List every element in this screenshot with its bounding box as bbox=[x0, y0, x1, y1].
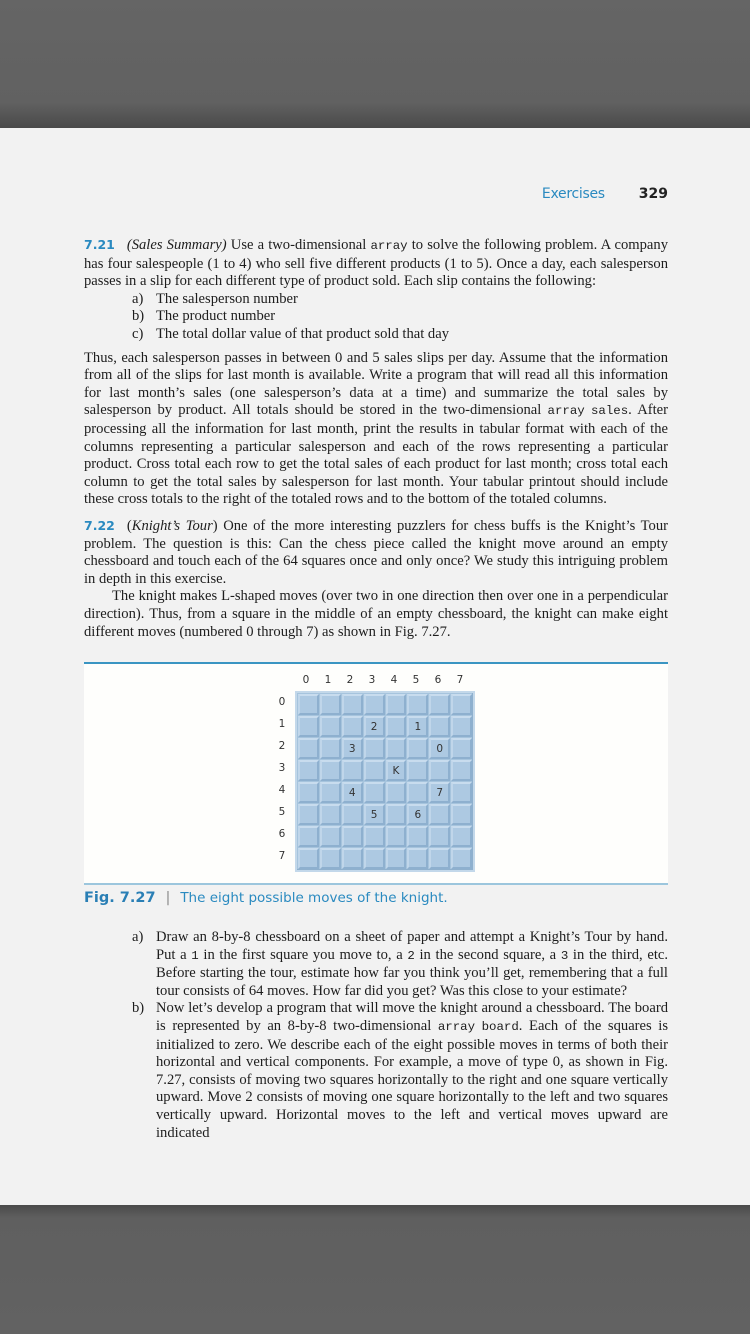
board-square: 0 bbox=[429, 738, 450, 759]
board-square bbox=[451, 694, 472, 715]
running-head-section: Exercises bbox=[541, 186, 605, 202]
board-square bbox=[386, 826, 407, 847]
board-square bbox=[320, 826, 341, 847]
body-text: . Each of the squares is initialized to zero. We describe each of the eight possible moves in terms of both their horizontal and vertical components. For example, a move of type 0, as shown in Fig. 7.27, consists of moving two squares horizontally to the right and one square vertically upward. Move 2 consists of moving one square horizontally to the left and two squares vertically upward. Horizontal moves to the left and vertical moves upward are indicated bbox=[156, 1017, 668, 1141]
board-square bbox=[429, 716, 450, 737]
list-item-label: b) bbox=[132, 308, 145, 325]
board-square bbox=[298, 804, 319, 825]
board-square bbox=[342, 760, 363, 781]
figure-caption bbox=[84, 890, 448, 906]
list-item bbox=[84, 291, 668, 309]
inline-code: 3 bbox=[560, 948, 569, 963]
list-item-text: The product number bbox=[156, 308, 276, 325]
list-item-label: a) bbox=[132, 929, 144, 945]
board-square bbox=[429, 694, 450, 715]
viewer-top-backdrop bbox=[0, 0, 750, 128]
exercise-number: 7.22 bbox=[84, 518, 115, 533]
exercise-title: Knight’s Tour bbox=[131, 518, 213, 534]
board-square bbox=[342, 848, 363, 869]
board-square bbox=[320, 760, 341, 781]
board-square bbox=[386, 804, 407, 825]
column-label: 6 bbox=[434, 674, 442, 686]
exercise-7-21-body bbox=[84, 350, 668, 509]
inline-code: array bbox=[437, 1019, 476, 1034]
board-square bbox=[429, 826, 450, 847]
caption-separator: | bbox=[165, 890, 171, 906]
board-square: 6 bbox=[407, 804, 428, 825]
board-square bbox=[364, 848, 385, 869]
board-square bbox=[451, 782, 472, 803]
board-square bbox=[298, 782, 319, 803]
board-square bbox=[451, 760, 472, 781]
inline-code: array bbox=[547, 404, 585, 419]
body-text: in the third, etc. Before starting the tour, estimate how far you think you’ll get, remembering that a full tour consists of 64 moves. How far did you get? Was this close to your estimate? bbox=[156, 946, 669, 999]
board-square bbox=[364, 782, 385, 803]
chessboard bbox=[295, 691, 475, 872]
board-square: K bbox=[386, 760, 407, 781]
row-label: 7 bbox=[278, 850, 286, 862]
exercise-number: 7.21 bbox=[84, 237, 115, 252]
task-item-a bbox=[84, 929, 668, 1000]
body-text: in the second square, a bbox=[414, 946, 561, 963]
row-label: 5 bbox=[278, 806, 286, 818]
board-square bbox=[342, 716, 363, 737]
column-label: 5 bbox=[412, 674, 420, 686]
board-square bbox=[451, 826, 472, 847]
exercise-7-22 bbox=[84, 517, 668, 641]
board-square: 5 bbox=[364, 804, 385, 825]
column-label: 2 bbox=[346, 674, 354, 686]
board-square bbox=[386, 782, 407, 803]
row-label: 6 bbox=[278, 828, 286, 840]
board-square bbox=[451, 738, 472, 759]
board-square bbox=[407, 848, 428, 869]
inline-code: sales bbox=[590, 404, 629, 419]
inline-code: 2 bbox=[407, 948, 415, 963]
board-square bbox=[298, 760, 319, 781]
board-square bbox=[364, 694, 385, 715]
paren: ( bbox=[126, 518, 132, 534]
board-square bbox=[451, 804, 472, 825]
board-square: 4 bbox=[342, 782, 363, 803]
board-square bbox=[320, 782, 341, 803]
body-text: . After processing all the information for last month, print the results in tabular format with each of the columns representing a particular salesperson and each of the rows representing a particular product. Cross total each row to get the total sales of each product for last month; cross total each column to get the total sales by salesperson for last month. Your tabular printout should include these cross totals to the right of the totaled rows and to the bottom of the totaled columns. bbox=[84, 402, 668, 508]
board-square bbox=[386, 716, 407, 737]
board-square bbox=[364, 760, 385, 781]
paren: ) bbox=[212, 518, 218, 534]
row-label: 2 bbox=[278, 740, 286, 752]
column-label: 7 bbox=[456, 674, 464, 686]
board-square bbox=[386, 694, 407, 715]
board-square bbox=[429, 848, 450, 869]
column-label: 1 bbox=[324, 674, 332, 686]
board-square bbox=[298, 738, 319, 759]
body-text: One of the more interesting puzzlers for chess buffs is the Knight’s Tour problem. The question is this: Can the chess piece called the knight move around an empty chessboard and touch each of the 64 squares once and only once? We study this intriguing problem in depth in this exercise. bbox=[84, 518, 668, 587]
board-square bbox=[407, 738, 428, 759]
board-square: 7 bbox=[429, 782, 450, 803]
row-label: 1 bbox=[278, 718, 286, 730]
board-square bbox=[451, 716, 472, 737]
figure-number: Fig. 7.27 bbox=[84, 890, 156, 906]
list-item-label: b) bbox=[132, 1000, 145, 1017]
list-item bbox=[84, 326, 668, 344]
board-square bbox=[407, 760, 428, 781]
slip-contents-list bbox=[84, 291, 668, 344]
row-labels bbox=[272, 691, 292, 867]
inline-code: 1 bbox=[191, 948, 199, 963]
board-square bbox=[320, 738, 341, 759]
list-item bbox=[84, 308, 668, 326]
board-square bbox=[342, 804, 363, 825]
inline-code: array bbox=[370, 239, 408, 253]
page-number: 329 bbox=[638, 186, 668, 202]
book-page bbox=[0, 128, 750, 1205]
task-item-b bbox=[84, 1000, 668, 1142]
body-text: Use a two-dimensional bbox=[226, 237, 371, 253]
viewer-bottom-backdrop bbox=[0, 1205, 750, 1334]
column-label: 0 bbox=[302, 674, 310, 686]
board-square bbox=[451, 848, 472, 869]
board-square bbox=[298, 848, 319, 869]
exercise-7-22-tasks bbox=[84, 929, 668, 1142]
column-label: 3 bbox=[368, 674, 376, 686]
board-square bbox=[429, 760, 450, 781]
body-text: in the first square you move to, a bbox=[198, 946, 408, 963]
inline-code: board bbox=[481, 1019, 519, 1034]
row-label: 0 bbox=[278, 696, 286, 708]
board-square bbox=[342, 826, 363, 847]
board-square bbox=[429, 804, 450, 825]
list-item-label: c) bbox=[132, 325, 144, 342]
board-square bbox=[407, 826, 428, 847]
board-square: 1 bbox=[407, 716, 428, 737]
figure-knight-moves bbox=[84, 662, 668, 885]
body-text: Now let’s develop a program that will move the knight around a chessboard. The board is represented by an 8-by-8 two-dimensional bbox=[156, 1000, 668, 1034]
row-label: 4 bbox=[278, 784, 286, 796]
exercise-7-21-intro bbox=[84, 236, 668, 291]
exercise-7-22-body: The knight makes L-shaped moves (over two in one direction then over one in a perpendicular direction). Thus, from a square in the middle of an empty chessboard, the knight can make eight different moves (numbered 0 through 7) as shown in Fig. 7.27. bbox=[84, 588, 668, 640]
running-head bbox=[542, 186, 668, 202]
column-label: 4 bbox=[390, 674, 398, 686]
board-square bbox=[320, 716, 341, 737]
board-square bbox=[386, 738, 407, 759]
list-item-text: The total dollar value of that product sold that day bbox=[156, 325, 450, 342]
body-text: to solve the following problem. A company has four salespeople (1 to 4) who sell five different products (1 to 5). Once a day, each salesperson passes in a slip for each different type of product sold. Each slip contains the following: bbox=[84, 237, 668, 290]
board-square bbox=[407, 694, 428, 715]
body-text: Thus, each salesperson passes in between 0 and 5 sales slips per day. Assume that the information from all of the slips for last month is available. Write a program that will read all this information for last month’s sales (one salesperson’s data at a time) and summarize the total sales by salesperson by product. All totals should be stored in the two-dimensional bbox=[84, 349, 668, 419]
board-square bbox=[364, 826, 385, 847]
board-square bbox=[298, 826, 319, 847]
task-list bbox=[84, 929, 668, 1142]
board-square bbox=[298, 716, 319, 737]
board-square bbox=[386, 848, 407, 869]
board-square bbox=[320, 848, 341, 869]
exercise-7-21 bbox=[84, 236, 668, 509]
column-labels bbox=[295, 674, 475, 688]
board-square bbox=[364, 738, 385, 759]
list-item-label: a) bbox=[132, 290, 144, 307]
exercise-title: (Sales Summary) bbox=[126, 237, 227, 253]
figure-caption-text: The eight possible moves of the knight. bbox=[180, 890, 448, 906]
board-square: 3 bbox=[342, 738, 363, 759]
board-square bbox=[320, 804, 341, 825]
board-square bbox=[298, 694, 319, 715]
board-square: 2 bbox=[364, 716, 385, 737]
exercise-7-22-intro bbox=[84, 517, 668, 588]
board-square bbox=[407, 782, 428, 803]
row-label: 3 bbox=[278, 762, 286, 774]
body-text: Draw an 8-by-8 chessboard on a sheet of paper and attempt a Knight’s Tour by hand. Put a bbox=[156, 929, 668, 963]
board-square bbox=[320, 694, 341, 715]
list-item-text: The salesperson number bbox=[156, 290, 298, 307]
board-square bbox=[342, 694, 363, 715]
